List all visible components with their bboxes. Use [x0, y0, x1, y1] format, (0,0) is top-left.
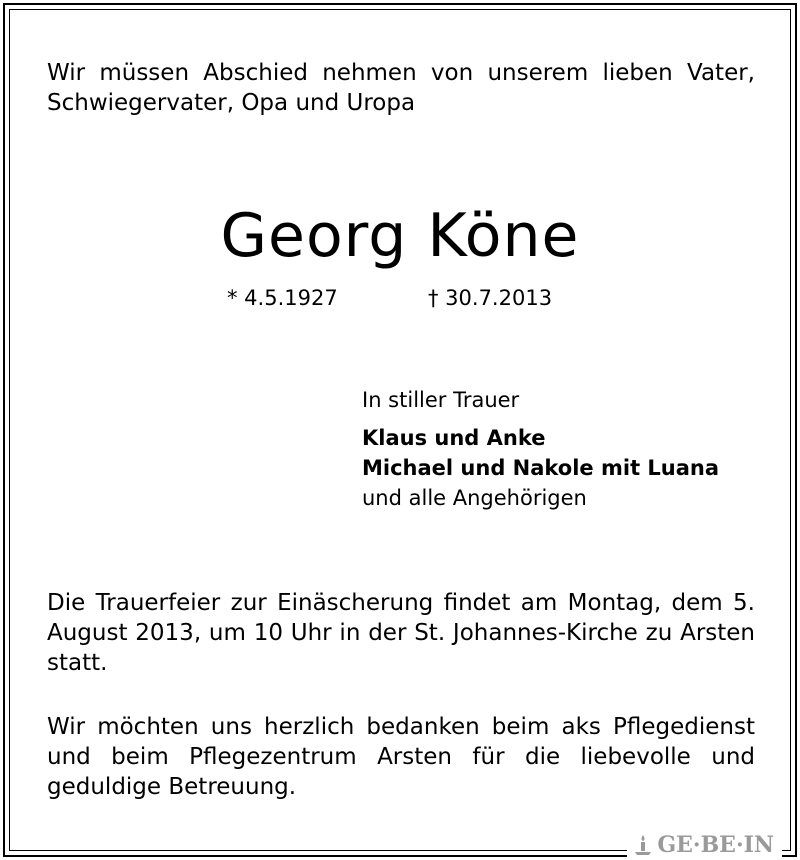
- death-date: † 30.7.2013: [428, 286, 553, 310]
- funeral-text: Die Trauerfeier zur Einäscherung findet am Montag, dem 5. August 2013, um 10 Uhr in der St. Johannes-Kirche zu Arsten statt.: [47, 590, 755, 676]
- mourners-others: und alle Angehörigen: [362, 486, 587, 510]
- mourner-name: Michael und Nakole mit Luana: [362, 456, 720, 480]
- mourners-heading: In stiller Trauer: [362, 388, 520, 412]
- candle-icon: [633, 834, 653, 856]
- mourner-name: Klaus und Anke: [362, 426, 546, 450]
- thanks-text: Wir möchten uns herzlich bedanken beim aks Pflegedienst und beim Pflegezentrum Arsten für die liebevolle und geduldige Betreuung.: [47, 714, 755, 800]
- intro-text: Wir müssen Abschied nehmen von unserem lieben Vater, Schwiegervater, Opa und Uropa: [47, 60, 755, 116]
- deceased-name: Georg Köne: [220, 201, 580, 271]
- mourners-block: [362, 385, 719, 513]
- birth-date: * 4.5.1927: [227, 286, 338, 310]
- logo-text: GE·BE·IN: [657, 832, 774, 858]
- publisher-logo: [627, 832, 782, 858]
